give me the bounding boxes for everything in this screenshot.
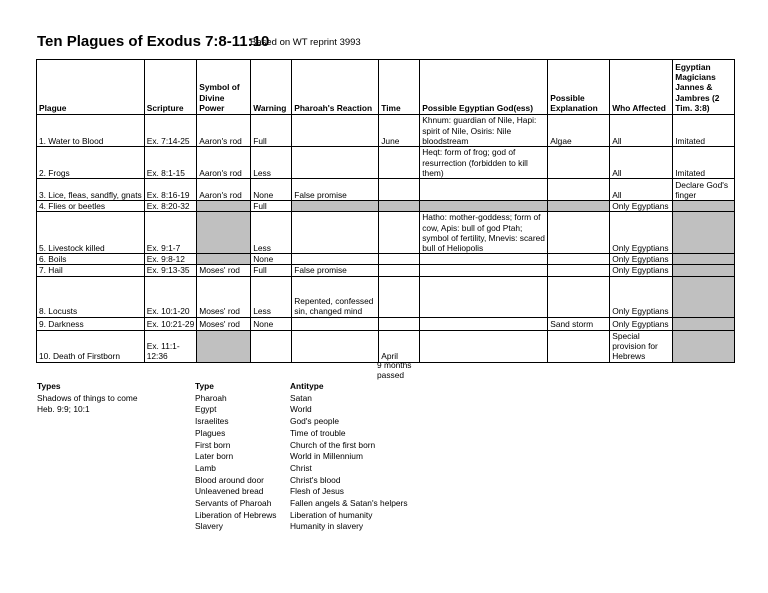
table-cell	[548, 212, 610, 254]
table-cell	[292, 147, 379, 179]
table-cell	[548, 330, 610, 362]
antitype-column	[290, 381, 408, 533]
table-cell	[420, 254, 548, 265]
table-row	[37, 179, 735, 201]
table-cell	[292, 330, 379, 362]
table-cell	[197, 330, 251, 362]
table-cell: 3. Lice, fleas, sandfly, gnats	[37, 179, 145, 201]
types-line: Shadows of things to come	[37, 392, 138, 403]
table-cell: Ex. 10:1-20	[144, 276, 197, 317]
table-row	[37, 147, 735, 179]
table-cell: None	[251, 317, 292, 330]
table-cell	[420, 179, 548, 201]
table-row	[37, 115, 735, 147]
header-explanation: Possible Explanation	[548, 60, 610, 115]
table-cell	[420, 276, 548, 317]
table-cell	[420, 201, 548, 212]
header-time: Time	[379, 60, 420, 115]
antitype-item: World	[290, 404, 312, 415]
table-cell	[548, 276, 610, 317]
table-cell: Declare God's finger	[673, 179, 735, 201]
table-cell: 4. Flies or beetles	[37, 201, 145, 212]
antitype-heading: Antitype	[290, 381, 324, 391]
table-cell: 9. Darkness	[37, 317, 145, 330]
type-item: Slavery	[195, 521, 223, 532]
page-title: Ten Plagues of Exodus 7:8-11:10	[37, 33, 270, 50]
table-row	[37, 212, 735, 254]
table-cell	[292, 201, 379, 212]
antitype-item: Humanity in slavery	[290, 521, 364, 532]
table-cell: Only Egyptians	[610, 212, 673, 254]
table-cell: Hatho: mother-goddess; form of cow, Apis: bull of god Ptah; symbol of fertility, Mnevis: scared bull of Heliopolis	[420, 212, 548, 254]
type-item: Later born	[195, 451, 234, 462]
table-cell: Only Egyptians	[610, 201, 673, 212]
table-row	[37, 254, 735, 265]
type-item: Egypt	[195, 404, 217, 415]
antitype-item: Liberation of humanity	[290, 509, 373, 520]
type-item: Unleavened bread	[195, 486, 264, 497]
table-cell: Ex. 8:20-32	[144, 201, 197, 212]
type-item: Liberation of Hebrews	[195, 509, 277, 520]
table-cell: 8. Locusts	[37, 276, 145, 317]
table-row	[37, 317, 735, 330]
table-cell	[548, 201, 610, 212]
table-cell: Less	[251, 212, 292, 254]
table-cell: Sand storm	[548, 317, 610, 330]
table-row	[37, 276, 735, 317]
table-cell: Special provision for Hebrews	[610, 330, 673, 362]
table-row	[37, 201, 735, 212]
table-cell: Imitated	[673, 115, 735, 147]
antitype-item: Satan	[290, 392, 312, 403]
table-cell	[420, 330, 548, 362]
antitype-item: Christ's blood	[290, 474, 341, 485]
table-cell: Aaron's rod	[197, 179, 251, 201]
header-plague: Plague	[37, 60, 145, 115]
table-cell: All	[610, 115, 673, 147]
antitype-item: God's people	[290, 416, 340, 427]
plagues-table	[36, 59, 735, 363]
table-cell	[673, 265, 735, 276]
antitype-item: Church of the first born	[290, 439, 376, 450]
table-row	[37, 265, 735, 276]
table-cell: Heqt: form of frog; god of resurrection (forbidden to kill them)	[420, 147, 548, 179]
table-cell: Ex. 10:21-29	[144, 317, 197, 330]
type-item: Blood around door	[195, 474, 264, 485]
table-cell: 10. Death of Firstborn	[37, 330, 145, 362]
table-cell	[379, 212, 420, 254]
table-cell	[673, 317, 735, 330]
table-cell	[548, 254, 610, 265]
header-scripture: Scripture	[144, 60, 197, 115]
types-heading: Types	[37, 381, 61, 391]
table-cell	[548, 147, 610, 179]
table-header-row	[37, 60, 735, 115]
table-cell	[673, 212, 735, 254]
table-cell: All	[610, 179, 673, 201]
table-cell: Ex. 9:1-7	[144, 212, 197, 254]
table-cell: Aaron's rod	[197, 147, 251, 179]
table-cell: Full	[251, 201, 292, 212]
antitype-item: Christ	[290, 462, 312, 473]
type-item: Lamb	[195, 462, 216, 473]
table-cell	[420, 317, 548, 330]
table-cell: Moses' rod	[197, 276, 251, 317]
table-cell: All	[610, 147, 673, 179]
table-cell: April	[379, 330, 420, 362]
header-magicians: Egyptian Magicians Jannes & Jambres (2 Tim. 3:8)	[673, 60, 735, 115]
table-cell: Ex. 9:13-35	[144, 265, 197, 276]
table-cell	[673, 330, 735, 362]
type-item: First born	[195, 439, 231, 450]
table-cell	[420, 265, 548, 276]
table-cell: Less	[251, 276, 292, 317]
table-cell	[197, 212, 251, 254]
table-cell: 6. Boils	[37, 254, 145, 265]
types-line: Heb. 9:9; 10:1	[37, 404, 90, 415]
header-symbol: Symbol of Divine Power	[197, 60, 251, 115]
table-cell	[379, 276, 420, 317]
table-cell: Only Egyptians	[610, 317, 673, 330]
table-cell: None	[251, 254, 292, 265]
table-cell	[292, 212, 379, 254]
types-section	[37, 381, 138, 416]
table-cell: Imitated	[673, 147, 735, 179]
table-cell: Ex. 9:8-12	[144, 254, 197, 265]
table-cell: Ex. 11:1-12:36	[144, 330, 197, 362]
header-reaction: Pharoah's Reaction	[292, 60, 379, 115]
table-row	[37, 330, 735, 362]
table-cell: 7. Hail	[37, 265, 145, 276]
header-affected: Who Affected	[610, 60, 673, 115]
type-item: Pharoah	[195, 392, 227, 403]
table-cell	[379, 147, 420, 179]
table-cell: 2. Frogs	[37, 147, 145, 179]
table-cell	[379, 254, 420, 265]
table-cell: Moses' rod	[197, 317, 251, 330]
header-warning: Warning	[251, 60, 292, 115]
page-subtitle: Based on WT reprint 3993	[250, 37, 361, 48]
antitype-item: Flesh of Jesus	[290, 486, 344, 497]
table-cell: June	[379, 115, 420, 147]
table-cell: Algae	[548, 115, 610, 147]
table-cell	[379, 201, 420, 212]
table-cell: 1. Water to Blood	[37, 115, 145, 147]
table-cell: None	[251, 179, 292, 201]
table-cell: Ex. 7:14-25	[144, 115, 197, 147]
table-cell	[673, 276, 735, 317]
table-cell	[197, 254, 251, 265]
time-note: 9 months passed	[377, 360, 412, 381]
table-cell	[379, 265, 420, 276]
table-cell	[292, 317, 379, 330]
antitype-item: Time of trouble	[290, 427, 346, 438]
table-cell: Only Egyptians	[610, 265, 673, 276]
table-cell: False promise	[292, 265, 379, 276]
table-cell: Only Egyptians	[610, 276, 673, 317]
type-heading: Type	[195, 381, 214, 391]
table-cell: Ex. 8:1-15	[144, 147, 197, 179]
table-cell: Khnum: guardian of Nile, Hapi: spirit of Nile, Osiris: Nile bloodstream	[420, 115, 548, 147]
table-cell	[673, 254, 735, 265]
table-cell	[251, 330, 292, 362]
type-item: Israelites	[195, 416, 229, 427]
type-column	[195, 381, 276, 533]
type-item: Servants of Pharoah	[195, 498, 272, 509]
table-cell: Full	[251, 265, 292, 276]
header-god: Possible Egyptian God(ess)	[420, 60, 548, 115]
table-cell: Full	[251, 115, 292, 147]
table-cell	[292, 115, 379, 147]
table-cell: Aaron's rod	[197, 115, 251, 147]
table-cell	[548, 179, 610, 201]
table-cell: Ex. 8:16-19	[144, 179, 197, 201]
antitype-item: World in Millennium	[290, 451, 363, 462]
antitype-item: Fallen angels & Satan's helpers	[290, 498, 408, 509]
table-cell	[379, 317, 420, 330]
table-cell	[197, 201, 251, 212]
table-cell	[379, 179, 420, 201]
table-cell: 5. Livestock killed	[37, 212, 145, 254]
table-cell: Only Egyptians	[610, 254, 673, 265]
table-cell: Moses' rod	[197, 265, 251, 276]
table-cell	[673, 201, 735, 212]
table-cell	[548, 265, 610, 276]
table-cell: Less	[251, 147, 292, 179]
type-item: Plagues	[195, 427, 226, 438]
table-cell: False promise	[292, 179, 379, 201]
table-cell: Repented, confessed sin, changed mind	[292, 276, 379, 317]
table-cell	[292, 254, 379, 265]
